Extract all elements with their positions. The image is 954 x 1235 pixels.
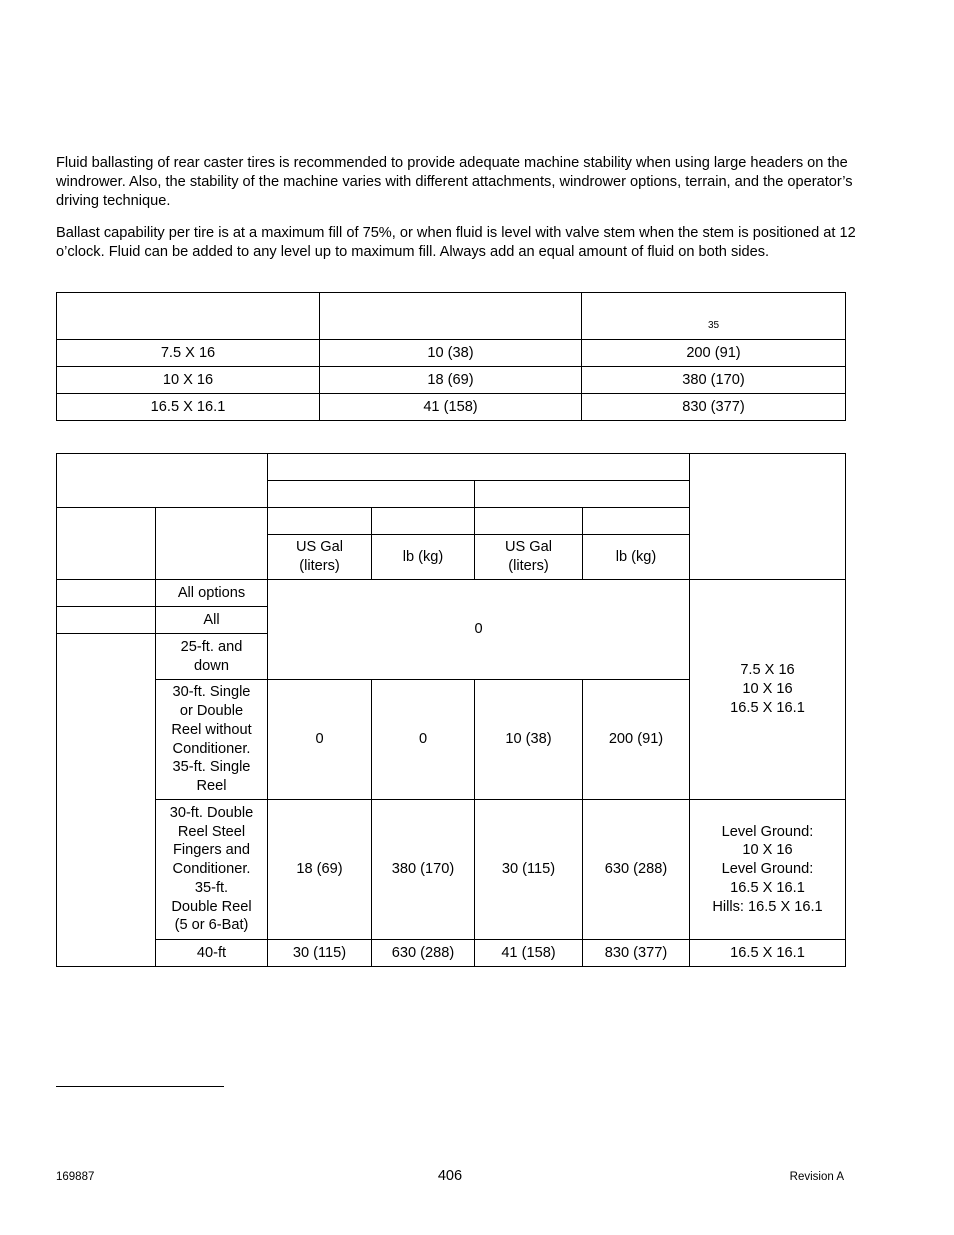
document-number: 169887 [56, 1171, 95, 1183]
header-cell-volume [320, 293, 582, 340]
footnote-marker: 35 [707, 320, 720, 331]
header-cell-blank [57, 454, 268, 508]
unit-us-gal: US Gal (liters) [268, 535, 372, 580]
value-cell: 0 [268, 680, 372, 800]
tire-size-cell: 10 X 16 [57, 367, 320, 394]
value-cell: 18 (69) [268, 800, 372, 940]
intro-paragraph-1: Fluid ballasting of rear caster tires is recommended to provide adequate machine stability when using large headers on the windrower. Also, the stability of the machine varies with different attachments, windrower options, terrain, and the operator’s driving technique. [56, 155, 853, 209]
size-cell: 30-ft. Double Reel Steel Fingers and Conditioner. 35-ft. Double Reel (5 or 6-Bat) [156, 800, 268, 940]
tire-size-cell: 16.5 X 16.1 [690, 940, 846, 967]
header-cell-blank [372, 508, 475, 535]
weight-cell: 830 (377) [582, 394, 846, 421]
table-row [57, 340, 846, 367]
volume-cell: 18 (69) [320, 367, 582, 394]
unit-lb-kg: lb (kg) [583, 535, 690, 580]
unit-lb-kg: lb (kg) [372, 535, 475, 580]
ballast-requirements-table [56, 453, 846, 967]
zero-ballast-cell: 0 [268, 580, 690, 680]
value-cell: 830 (377) [583, 940, 690, 967]
value-cell: 630 (288) [583, 800, 690, 940]
value-cell: 380 (170) [372, 800, 475, 940]
table-row [57, 940, 846, 967]
header-type-cell [57, 607, 156, 634]
table-row [57, 367, 846, 394]
value-cell: 10 (38) [475, 680, 583, 800]
revision-label: Revision A [789, 1171, 844, 1183]
weight-cell: 380 (170) [582, 367, 846, 394]
header-type-cell [57, 580, 156, 607]
size-cell: All options [156, 580, 268, 607]
volume-cell: 41 (158) [320, 394, 582, 421]
table-row [57, 580, 846, 607]
table-row [57, 394, 846, 421]
header-cell-blank [475, 508, 583, 535]
table-header-row [57, 293, 846, 340]
weight-cell: 200 (91) [582, 340, 846, 367]
header-cell-tire-size [690, 454, 846, 580]
size-cell: 40-ft [156, 940, 268, 967]
value-cell: 630 (288) [372, 940, 475, 967]
header-cell-blank [583, 508, 690, 535]
table-row [57, 800, 846, 940]
header-cell-ballast [268, 454, 690, 481]
header-type-cell [57, 634, 156, 967]
header-cell-group-2 [475, 481, 690, 508]
intro-paragraph-2: Ballast capability per tire is at a maximum fill of 75%, or when fluid is level with valve stem when the stem is positioned at 12 o’clock. Fluid can be added to any level up to maximum fill. Always add an equal amount of fluid on both sides. [56, 225, 856, 260]
tire-size-cell: 7.5 X 16 [57, 340, 320, 367]
value-cell: 0 [372, 680, 475, 800]
value-cell: 30 (115) [475, 800, 583, 940]
size-cell: 25-ft. and down [156, 634, 268, 680]
header-cell-weight [582, 293, 846, 340]
value-cell: 30 (115) [268, 940, 372, 967]
tire-size-cell: Level Ground: 10 X 16 Level Ground: 16.5 X 16.1 Hills: 16.5 X 16.1 [690, 800, 846, 940]
unit-us-gal: US Gal (liters) [475, 535, 583, 580]
header-row-1 [57, 454, 846, 481]
value-cell: 41 (158) [475, 940, 583, 967]
header-cell-header-type [57, 508, 156, 580]
value-cell: 200 (91) [583, 680, 690, 800]
size-cell: 30-ft. Single or Double Reel without Conditioner. 35-ft. Single Reel [156, 680, 268, 800]
size-cell: All [156, 607, 268, 634]
tire-capacity-table [56, 292, 846, 421]
tire-size-cell: 16.5 X 16.1 [57, 394, 320, 421]
header-cell-tire-size [57, 293, 320, 340]
header-cell-blank [268, 508, 372, 535]
tire-size-list-cell: 7.5 X 16 10 X 16 16.5 X 16.1 [690, 580, 846, 800]
header-cell-group-1 [268, 481, 475, 508]
page-number: 406 [437, 1168, 463, 1184]
volume-cell: 10 (38) [320, 340, 582, 367]
header-cell-size [156, 508, 268, 580]
footnote-divider [56, 1086, 224, 1087]
